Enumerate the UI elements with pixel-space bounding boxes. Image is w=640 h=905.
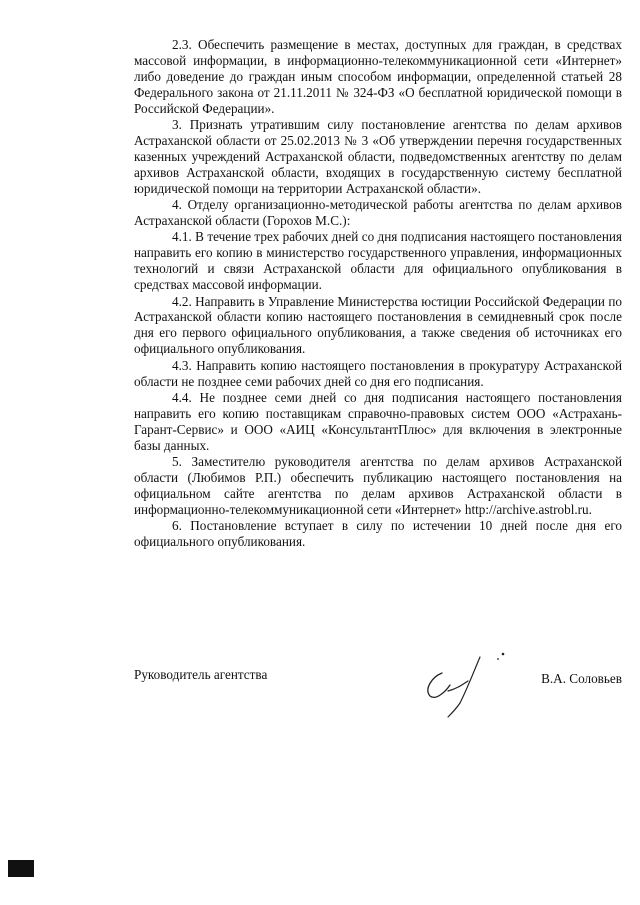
signer-name: В.А. Соловьев [541,671,622,686]
paragraph-5: 5. Заместителю руководителя агентства по делам архивов Астраханской области (Любимов Р.П.) обеспечить публикацию настоящего постановления на официальном сайте агентства по делам архивов Астраханской области в информационно-телекоммуникационной сети «Интернет» http://archive.astrobl.ru. [134,454,622,517]
paragraph-6: 6. Постановление вступает в силу по истечении 10 дней после дня его официального опубликования. [134,518,622,550]
paragraph-4-2: 4.2. Направить в Управление Министерства юстиции Российской Федерации по Астраханской области копию настоящего постановления в семидневный срок после дня его первого официального опубликования, а также сведения об источниках его официального опубликования. [134,293,622,357]
paragraph-4-1: 4.1. В течение трех рабочих дней со дня подписания настоящего постановления направить его копию в министерство государственного управления, информационных технологий и связи Астраханской области для официального опубликования в средствах массовой информации. [134,229,622,293]
paragraph-3: 3. Признать утратившим силу постановление агентства по делам архивов Астраханской области от 25.02.2013 № 3 «Об утверждении перечня государственных казенных учреждений Астраханской области, подведомственных агентству по делам архивов Астраханской области, входящих в государственную систему бесплатной юридической помощи на территории Астраханской области». [134,117,622,196]
paragraph-4-4: 4.4. Не позднее семи дней со дня подписания настоящего постановления направить его копию поставщикам справочно-правовых систем ООО «Астрахань-Гарант-Сервис» и ООО «АИЦ «КонсультантПлюс» для включения в электронные базы данных. [134,389,622,453]
signature-block [134,667,622,727]
paragraph-4: 4. Отделу организационно-методической работы агентства по делам архивов Астраханской области (Горохов М.С.): [134,197,622,228]
scan-marker [8,860,34,877]
handwritten-signature [402,651,512,721]
paragraph-2-3: 2.3. Обеспечить размещение в местах, доступных для граждан, в средствах массовой информации, в информационно-телекоммуникационной сети «Интернет» либо доведение до граждан иным способом информации, определенной статьей 28 Федерального закона от 21.11.2011 № 324-ФЗ «О бесплатной юридической помощи в Российской Федерации». [134,37,622,116]
paragraph-4-3: 4.3. Направить копию настоящего постановления в прокуратуру Астраханской области не позднее семи рабочих дней со дня его подписания. [134,357,622,389]
document-body [134,37,622,550]
signer-position: Руководитель агентства [134,667,268,682]
